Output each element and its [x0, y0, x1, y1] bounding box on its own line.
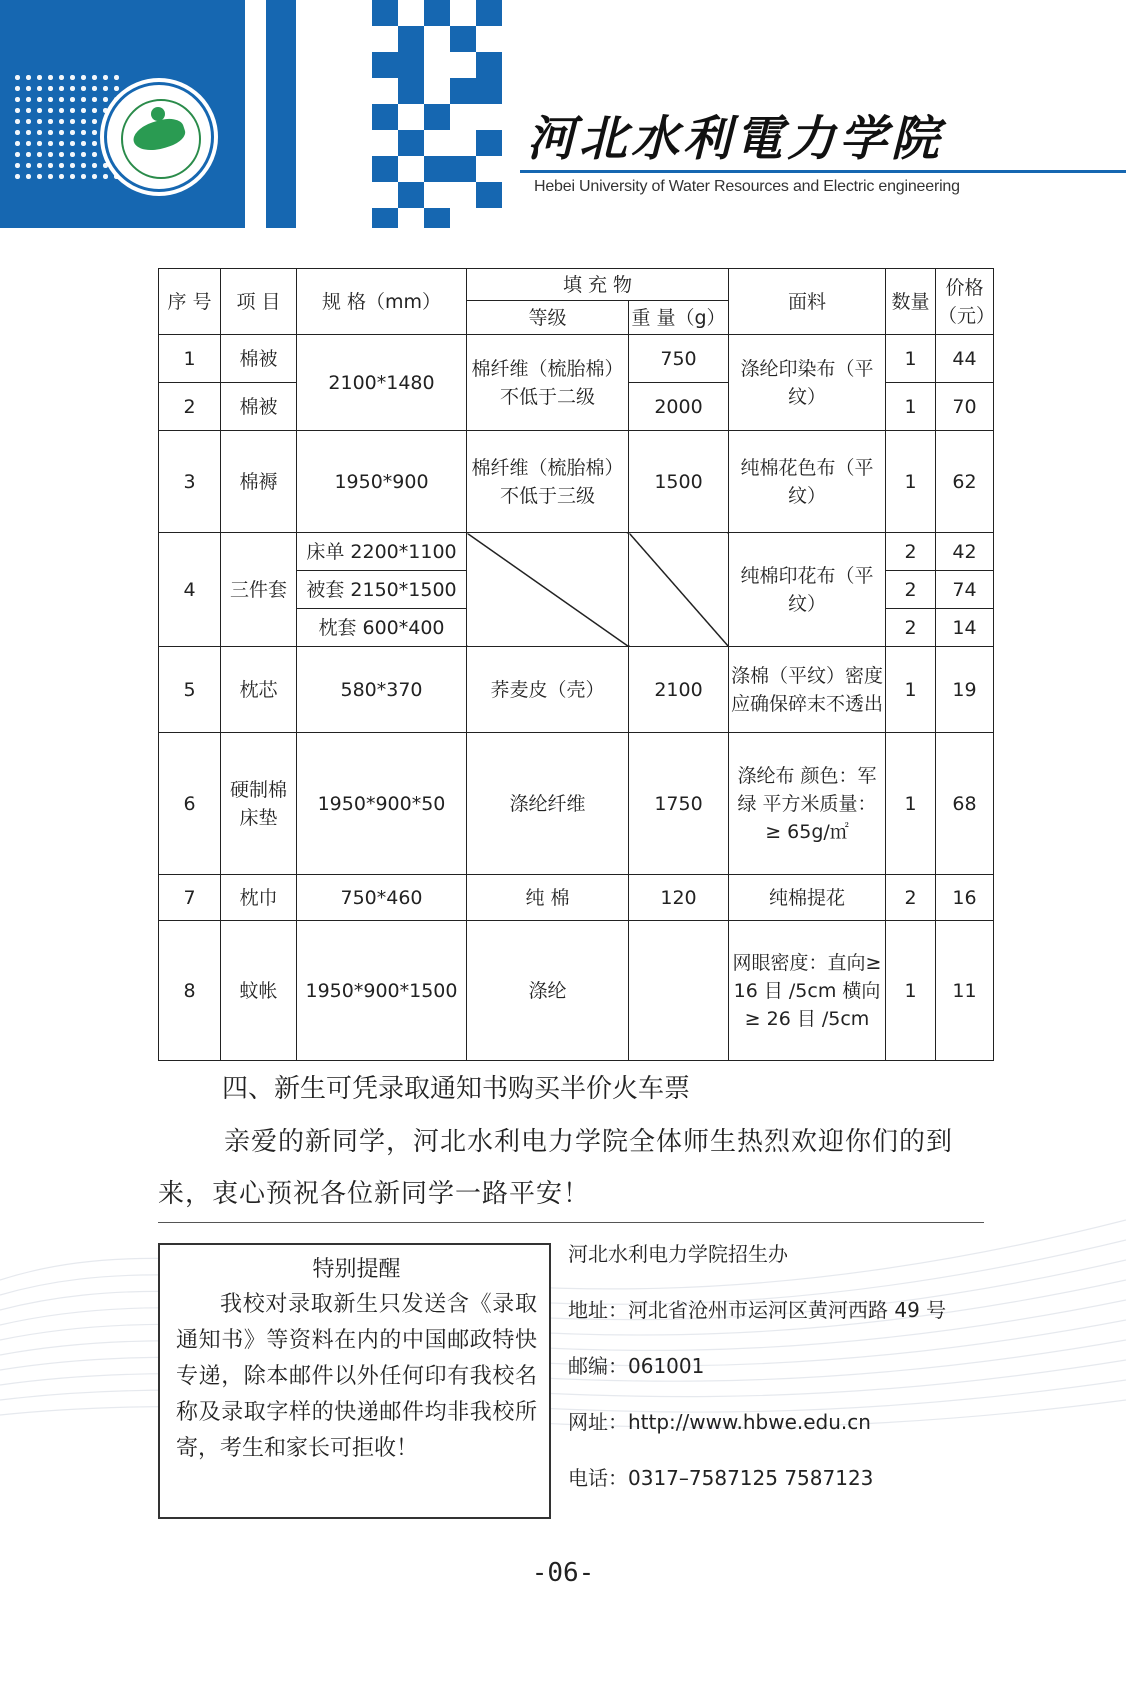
- table-row: [159, 647, 994, 733]
- row-fabric: 涤纶布 颜色：军绿 平方米质量：≥ 65g/㎡: [729, 733, 886, 875]
- row-item: 枕巾: [221, 875, 297, 921]
- contact-office: 河北水利电力学院招生办: [568, 1242, 788, 1266]
- row-fabric: 涤纶印染布（平纹）: [729, 335, 886, 431]
- row-item: 棉被: [221, 335, 297, 383]
- header-weight: 重 量（g）: [629, 301, 729, 335]
- row-qty: 1: [886, 921, 936, 1061]
- row-item: 三件套: [221, 533, 297, 647]
- header-blue-strip: [266, 0, 296, 228]
- row-weight: 1750: [629, 733, 729, 875]
- header-price: 价格（元）: [936, 269, 994, 335]
- admissions-contact: [568, 1240, 946, 1520]
- row-qty: 1: [886, 733, 936, 875]
- row-item: 枕芯: [221, 647, 297, 733]
- row-spec: 1950*900*1500: [297, 921, 467, 1061]
- contact-website: 网址：http://www.hbwe.edu.cn: [568, 1410, 871, 1434]
- table-row: [159, 533, 994, 571]
- row-no: 2: [159, 383, 221, 431]
- row-weight: 120: [629, 875, 729, 921]
- row-weight: 2100: [629, 647, 729, 733]
- header-no: 序 号: [159, 269, 221, 335]
- contact-address: 地址：河北省沧州市运河区黄河西路 49 号: [568, 1298, 947, 1322]
- row-price: 74: [936, 571, 994, 609]
- row-spec: 枕套 600*400: [297, 609, 467, 647]
- row-spec: 被套 2150*1500: [297, 571, 467, 609]
- row-spec: 2100*1480: [297, 335, 467, 431]
- row-weight: [629, 921, 729, 1061]
- row-grade: 涤纶: [467, 921, 629, 1061]
- page-header: [0, 0, 1126, 228]
- row-no: 3: [159, 431, 221, 533]
- row-spec: 750*460: [297, 875, 467, 921]
- row-grade: 棉纤维（梳胎棉）不低于二级: [467, 335, 629, 431]
- page-number: -06-: [531, 1558, 595, 1588]
- row-no: 4: [159, 533, 221, 647]
- row-fabric: 涤棉（平纹）密度应确保碎末不透出: [729, 647, 886, 733]
- header-mosaic-pattern: [372, 0, 512, 228]
- row-qty: 1: [886, 647, 936, 733]
- row-item: 棉被: [221, 383, 297, 431]
- diagonal-empty-cell: [467, 533, 629, 647]
- row-weight: 1500: [629, 431, 729, 533]
- row-fabric: 网眼密度：直向≥ 16 目 /5cm 横向≥ 26 目 /5cm: [729, 921, 886, 1061]
- welcome-paragraph: 亲爱的新同学，河北水利电力学院全体师生热烈欢迎你们的到来，衷心预祝各位新同学一路平安！: [158, 1127, 954, 1209]
- header-rule: [520, 170, 1126, 173]
- table-row: [159, 921, 994, 1061]
- table-row: [159, 733, 994, 875]
- section-heading: 四、新生可凭录取通知书购买半价火车票: [222, 1074, 691, 1104]
- row-qty: 1: [886, 431, 936, 533]
- contact-postcode: 邮编：061001: [568, 1354, 705, 1378]
- row-spec: 580*370: [297, 647, 467, 733]
- row-spec: 1950*900*50: [297, 733, 467, 875]
- dormitory-items-table: [158, 268, 994, 1061]
- university-logo-icon: [104, 82, 214, 192]
- row-no: 5: [159, 647, 221, 733]
- row-fabric: 纯棉印花布（平纹）: [729, 533, 886, 647]
- special-reminder-box: [158, 1243, 551, 1519]
- university-name-en: Hebei University of Water Resources and Electric engineering: [534, 178, 960, 195]
- row-spec: 1950*900: [297, 431, 467, 533]
- row-price: 70: [936, 383, 994, 431]
- row-price: 14: [936, 609, 994, 647]
- row-price: 44: [936, 335, 994, 383]
- row-qty: 2: [886, 875, 936, 921]
- header-spec: 规 格（mm）: [297, 269, 467, 335]
- row-item: 硬制棉床垫: [221, 733, 297, 875]
- row-price: 42: [936, 533, 994, 571]
- row-weight: 750: [629, 335, 729, 383]
- row-fabric: 纯棉提花: [729, 875, 886, 921]
- row-price: 62: [936, 431, 994, 533]
- row-qty: 1: [886, 335, 936, 383]
- row-qty: 1: [886, 383, 936, 431]
- row-weight: 2000: [629, 383, 729, 431]
- row-qty: 2: [886, 533, 936, 571]
- row-spec: 床单 2200*1100: [297, 533, 467, 571]
- row-item: 棉褥: [221, 431, 297, 533]
- row-grade: 纯 棉: [467, 875, 629, 921]
- row-item: 蚊帐: [221, 921, 297, 1061]
- row-no: 8: [159, 921, 221, 1061]
- row-grade: 棉纤维（梳胎棉）不低于三级: [467, 431, 629, 533]
- row-fabric: 纯棉花色布（平纹）: [729, 431, 886, 533]
- row-price: 68: [936, 733, 994, 875]
- row-grade: 涤纶纤维: [467, 733, 629, 875]
- university-name-cn: 河北水利電力学院: [527, 111, 944, 167]
- reminder-body: 我校对录取新生只发送含《录取通知书》等资料在内的中国邮政特快专递，除本邮件以外任何印有我校名称及录取字样的快递邮件均非我校所寄，考生和家长可拒收！: [176, 1292, 537, 1461]
- row-price: 19: [936, 647, 994, 733]
- table-row: [159, 335, 994, 383]
- header-filler: 填 充 物: [467, 269, 729, 301]
- table-row: [159, 875, 994, 921]
- row-no: 1: [159, 335, 221, 383]
- header-grade: 等级: [467, 301, 629, 335]
- reminder-title: 特别提醒: [312, 1257, 401, 1282]
- contact-phone: 电话：0317–7587125 7587123: [568, 1466, 874, 1490]
- row-price: 16: [936, 875, 994, 921]
- header-fabric: 面料: [729, 269, 886, 335]
- row-qty: 2: [886, 609, 936, 647]
- row-grade: 荞麦皮（壳）: [467, 647, 629, 733]
- row-price: 11: [936, 921, 994, 1061]
- row-no: 7: [159, 875, 221, 921]
- header-qty: 数量: [886, 269, 936, 335]
- diagonal-empty-cell: [629, 533, 729, 647]
- table-row: [159, 431, 994, 533]
- header-item: 项 目: [221, 269, 297, 335]
- row-no: 6: [159, 733, 221, 875]
- row-qty: 2: [886, 571, 936, 609]
